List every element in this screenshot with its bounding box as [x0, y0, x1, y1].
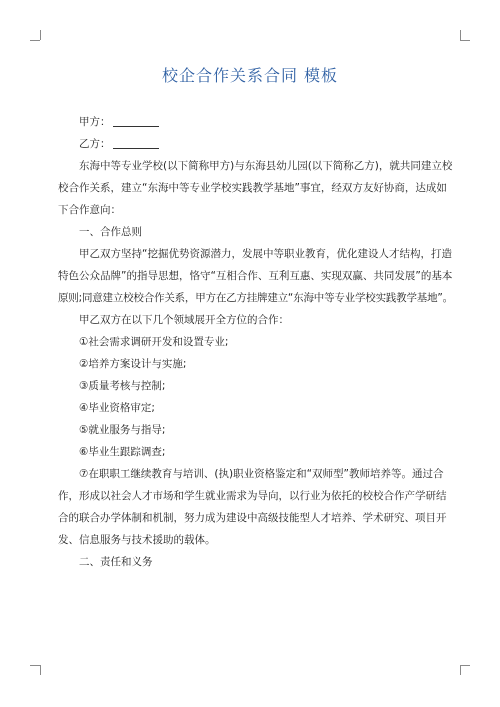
crop-mark-bottom-right-h [460, 665, 470, 666]
paragraph-line: ⑦在职职工继续教育与培训、(执)职业资格鉴定和“双师型”教师培养等。通过合 [79, 468, 444, 480]
crop-mark-bottom-left-v [40, 665, 41, 675]
paragraph-line: 甲乙双方在以下几个领域展开全方位的合作： [79, 314, 289, 326]
section-heading: 二、责任和义务 [79, 556, 153, 568]
paragraph-line: 特色公众品牌”的指导思想，恪守“互相合作、互利互惠、实现双赢、共同发展”的基本 [58, 270, 453, 282]
intro-line: 东海中等专业学校(以下简称甲方)与东海县幼儿园(以下简称乙方)，就共同建立校 [79, 160, 453, 172]
document-title: 校企合作关系合同 模板 [161, 66, 339, 85]
party-b-label: 乙方： [79, 138, 111, 150]
paragraph-line: 合的联合办学体制和机制，努力成为建设中高级技能型人才培养、学术研究、项目开 [58, 512, 447, 524]
paragraph-line: 甲乙双方坚持“挖掘优势资源潜力，发展中等职业教育，优化建设人才结构，打造 [79, 248, 452, 260]
section-heading: 一、合作总则 [79, 226, 142, 238]
paragraph-line: 发、信息服务与技术援助的载体。 [58, 534, 216, 546]
party-b-blank [113, 136, 159, 149]
party-a-blank [113, 114, 159, 127]
list-item: ④毕业资格审定; [79, 402, 155, 414]
party-a-line [58, 111, 446, 133]
crop-mark-top-right-v [460, 30, 461, 40]
list-item: ②培养方案设计与实施; [79, 358, 187, 370]
paragraph-line: 原则;同意建立校校合作关系，甲方在乙方挂牌建立“东海中等专业学校实践教学基地”。 [58, 292, 453, 304]
party-a-label: 甲方： [79, 116, 111, 128]
crop-mark-bottom-left-h [30, 665, 40, 666]
crop-mark-bottom-right-v [460, 665, 461, 675]
paragraph-line: 作，形成以社会人才市场和学生就业需求为导向，以行业为依托的校校合作产学研结 [58, 490, 447, 502]
crop-mark-top-left-v [40, 30, 41, 40]
crop-mark-top-right-h [460, 40, 470, 41]
intro-line: 校合作关系，建立“东海中等专业学校实践教学基地”事宜，经双方友好协商，达成如 [58, 182, 447, 194]
crop-mark-top-left-h [30, 40, 40, 41]
list-item: ⑤就业服务与指导; [79, 424, 166, 436]
list-item: ⑥毕业生跟踪调查; [79, 446, 166, 458]
list-item: ①社会需求调研开发和设置专业; [79, 336, 229, 348]
list-item: ③质量考核与控制; [79, 380, 166, 392]
intro-line: 下合作意向： [58, 204, 121, 216]
party-b-line [58, 133, 446, 155]
document-body [58, 111, 453, 573]
